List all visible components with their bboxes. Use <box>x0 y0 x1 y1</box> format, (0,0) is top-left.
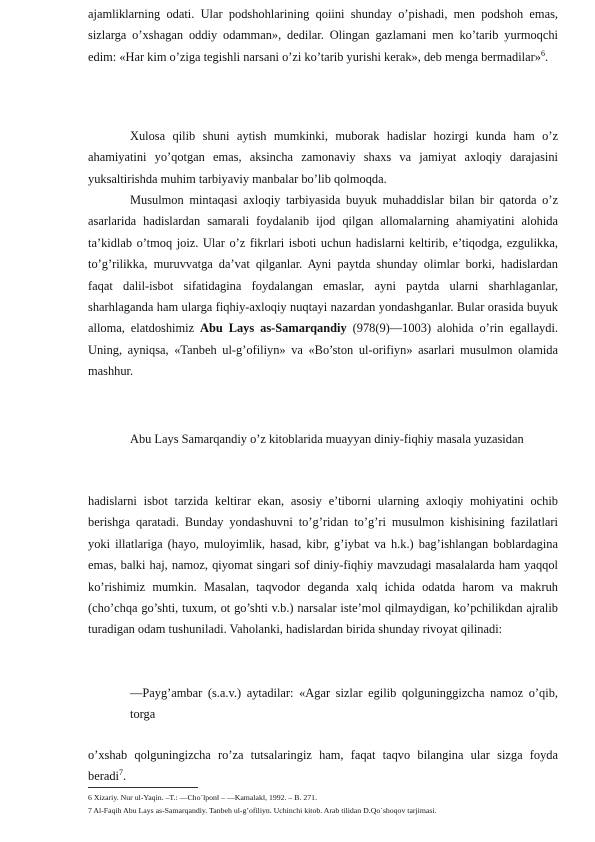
paragraph-end: . <box>544 49 549 64</box>
paragraph-conclusion: Xulosa qilib shuni aytish mumkinki, muborak hadislar hozirgi kunda ham o’z ahamiyatini yo’qotgan emas, aksincha zamonaviy shaxs va jamiyat axloqiy darajasini yuksaltirishda muhim tarbiyaviy manbalar bo’lib qolmoqda. <box>88 129 558 186</box>
paragraph-quote-end <box>88 745 558 788</box>
footnote-divider <box>88 787 198 788</box>
paragraph-text: ajamliklarning odati. Ular podshohlarining qoiini shunday o’pishadi, men podshoh emas, sizlarga o’xshagan oddiy odamman», dedilar. Olingan gazlamani men ko’tarib yurmoqchi edim: «Har kim o’ziga tegishli narsani o’zi ko’tarib yurishi kerak», deb menga bermadilar» <box>88 7 558 64</box>
footnote-ref-6[interactable]: 6 <box>540 48 545 58</box>
paragraph-hadis-quote: ―Payg’ambar (s.a.v.) aytadilar: «Agar sizlar egilib qolguninggizcha namoz o’qib, torga <box>130 686 558 722</box>
paragraph-end: . <box>122 769 127 784</box>
footnote-7: 7 Al-Faqih Abu Lays as-Samarqandiy. Tanbeh ul-g’ofiliyn. Uchinchi kitob. Arab tilidan D.Qo`shoqov tarjimasi. <box>88 806 437 815</box>
paragraph-text: Musulmon mintaqasi axloqiy tarbiyasida buyuk muhaddislar bilan bir qatorda o’z asarlarida hadislardan samarali foydalanib ijod qilgan allomalarning ahamiyatini alohida ta’kidlab o’tmoq joiz. Ular o’z fikrlari isboti uchun hadislarni keltirib, e’tiqodga, ezgulikka, to’g’rilikka, muruvvatga da’vat qilganlar. Ayni paytda shunday olimlar borki, hadislardan faqat dalil-isbot sifatidagina foydalangan emaslar, ayni paytda ularni sharhlaganlar, sharhlaganda ham ularga fiqhiy-axloqiy nuqtayi nazardan yondashganlar. Bular orasida buyuk alloma, elatdoshimiz <box>88 193 558 336</box>
bold-name-abu-lays: Abu Lays as-Samarqandiy <box>200 321 347 336</box>
footnote-ref-7[interactable]: 7 <box>118 768 123 778</box>
paragraph-text: o’xshab qolguningizcha ro’za tutsalaringiz ham, faqat taqvo bilangina ular sizga foyda beradi <box>88 748 558 784</box>
paragraph-hadis-approach: hadislarni isbot tarzida keltirar ekan, asosiy e’tiborni ularning axloqiy mohiyatini ochib berishga qaratadi. Bunday yondashuvni to’g’ridan to’g’ri musulmon kishisining fazilatlari yoki illatlariga (hayo, muloyimlik, hasad, kibr, g’iybat va h.k.) bag’ishlangan boblardagina emas, balki haj, namoz, qiyomat singari sof diniy-fiqhiy mavzudagi masalalarda ham yaqqol ko’rishimiz mumkin. Masalan, taqvodor deganda xalq ichida odatda harom va makruh (cho’chqa go’shti, tuxum, ot go’shti v.b.) narsalar iste’mol qilmaydigan, ko’pchilikdan ajralib turadigan odam tushuniladi. Vaholanki, hadislardan birida shunday rivoyat qilinadi: <box>88 494 558 637</box>
paragraph-muhaddislar <box>88 190 558 383</box>
paragraph-text: (978(9)—1003) alohida o’rin egallaydi. Uning, ayniqsa, «Tanbeh ul-g’ofiliyn» va «Bo’ston ul-orifiyn» asarlari musulmon olamida mashhur. <box>88 321 558 379</box>
footnote-6: 6 Xizariy. Nur ul-Yaqin. –T.: ―Cho`lpon‖ – ―Kamalak‖, 1992. – B. 271. <box>88 793 318 802</box>
paragraph-continuation <box>88 4 558 68</box>
paragraph-abu-lays-intro: Abu Lays Samarqandiy o’z kitoblarida muayyan diniy-fiqhiy masala yuzasidan <box>130 432 524 446</box>
